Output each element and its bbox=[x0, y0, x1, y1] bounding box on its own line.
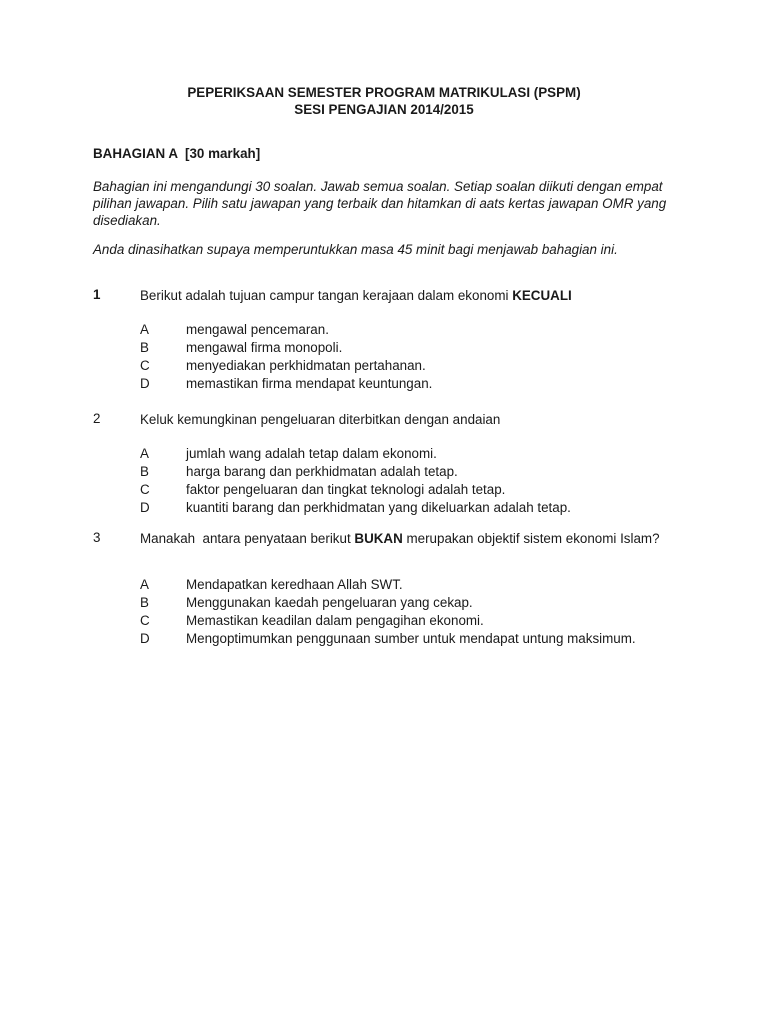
option-letter: A bbox=[140, 446, 149, 461]
question-emphasis: BUKAN bbox=[354, 531, 403, 546]
option-text: faktor pengeluaran dan tingkat teknologi adalah tetap. bbox=[186, 482, 506, 497]
option-text: menyediakan perkhidmatan pertahanan. bbox=[186, 358, 426, 373]
question-number: 1 bbox=[93, 287, 101, 302]
question-text bbox=[140, 287, 675, 305]
option-text: mengawal pencemaran. bbox=[186, 322, 329, 337]
question-stem: Berikut adalah tujuan campur tangan kerajaan dalam ekonomi bbox=[140, 288, 513, 303]
section-instruction: Bahagian ini mengandungi 30 soalan. Jawab semua soalan. Setiap soalan diikuti dengan empat pilihan jawapan. Pilih satu jawapan yang terbaik dan hitamkan di aats kertas jawapan OMR yang disediakan. bbox=[93, 179, 667, 228]
option-letter: D bbox=[140, 500, 150, 515]
question-emphasis: KECUALI bbox=[512, 288, 572, 303]
option-letter: A bbox=[140, 322, 149, 337]
option-letter: D bbox=[140, 631, 150, 646]
option-text: Menggunakan kaedah pengeluaran yang cekap. bbox=[186, 595, 473, 610]
option-text: harga barang dan perkhidmatan adalah tetap. bbox=[186, 464, 458, 479]
option-text: jumlah wang adalah tetap dalam ekonomi. bbox=[186, 446, 437, 461]
time-instruction: Anda dinasihatkan supaya memperuntukkan masa 45 minit bagi menjawab bahagian ini. bbox=[93, 242, 618, 257]
option-letter: C bbox=[140, 613, 150, 628]
question-number: 2 bbox=[93, 411, 101, 426]
question-stem-end: merupakan objektif sistem ekonomi Islam? bbox=[402, 531, 660, 546]
option-text: Mendapatkan keredhaan Allah SWT. bbox=[186, 577, 403, 592]
option-letter: B bbox=[140, 340, 149, 355]
option-text: kuantiti barang dan perkhidmatan yang dikeluarkan adalah tetap. bbox=[186, 500, 571, 515]
question-number: 3 bbox=[93, 530, 101, 545]
option-letter: C bbox=[140, 358, 150, 373]
option-text: mengawal firma monopoli. bbox=[186, 340, 343, 355]
exam-title: PEPERIKSAAN SEMESTER PROGRAM MATRIKULASI (PSPM) bbox=[187, 85, 581, 100]
question-text bbox=[140, 530, 675, 548]
option-text: Memastikan keadilan dalam pengagihan ekonomi. bbox=[186, 613, 484, 628]
section-heading: BAHAGIAN A [30 markah] bbox=[93, 146, 261, 161]
option-letter: B bbox=[140, 464, 149, 479]
option-letter: D bbox=[140, 376, 150, 391]
option-letter: A bbox=[140, 577, 149, 592]
option-letter: C bbox=[140, 482, 150, 497]
question-text: Keluk kemungkinan pengeluaran diterbitkan dengan andaian bbox=[140, 412, 501, 427]
session-title: SESI PENGAJIAN 2014/2015 bbox=[294, 102, 474, 117]
option-text: memastikan firma mendapat keuntungan. bbox=[186, 376, 433, 391]
option-text: Mengoptimumkan penggunaan sumber untuk mendapat untung maksimum. bbox=[186, 631, 636, 646]
option-letter: B bbox=[140, 595, 149, 610]
question-stem: Manakah antara penyataan berikut bbox=[140, 531, 355, 546]
